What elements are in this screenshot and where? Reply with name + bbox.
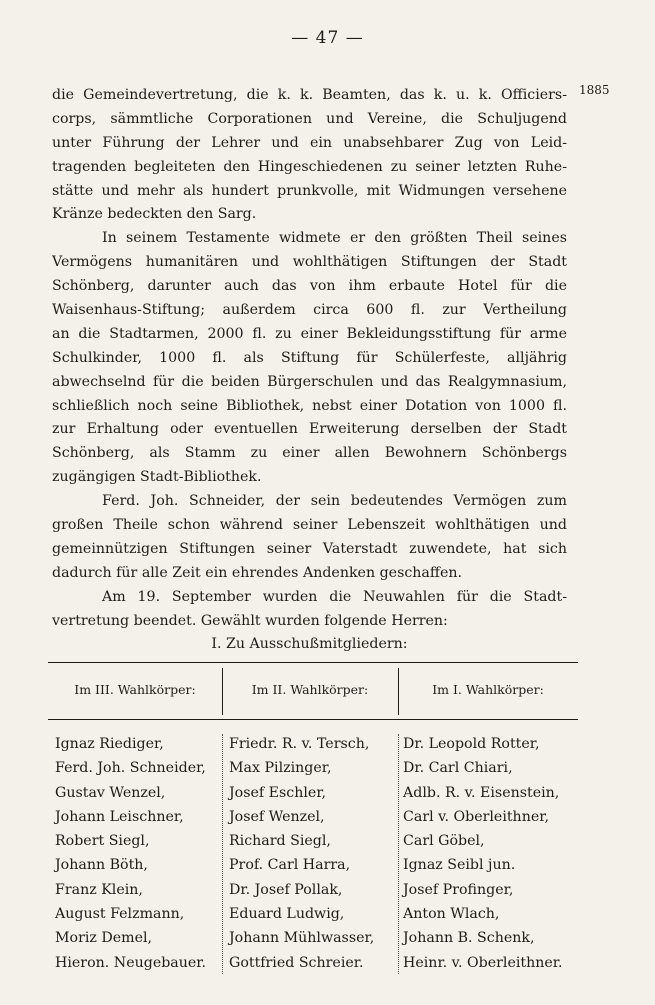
name-entry: Franz Klein,	[55, 881, 143, 898]
name-entry: Josef Wenzel,	[229, 808, 325, 825]
name-entry: Heinr. v. Oberleithner.	[403, 954, 563, 971]
table-top-rule	[48, 662, 578, 663]
name-entry: Adlb. R. v. Eisenstein,	[403, 784, 560, 801]
name-entry: Hieron. Neugebauer.	[55, 954, 207, 971]
text-line: vertretung beendet. Gewählt wurden folgende Herren:	[52, 612, 448, 629]
name-entry: Friedr. R. v. Tersch,	[229, 736, 370, 752]
text-line: Schulkinder, 1000 fl. als Stiftung für Schülerfeste, alljährig	[52, 349, 567, 366]
text-line: großen Theile schon während seiner Lebenszeit wohlthätigen und	[52, 517, 567, 534]
name-entry: Johann Leischner,	[55, 808, 184, 825]
text-line: Ferd. Joh. Schneider, der sein bedeutendes Vermögen zum	[102, 493, 567, 510]
year-marginal-note: 1885	[579, 83, 610, 97]
name-entry: Prof. Carl Harra,	[229, 857, 351, 874]
name-entry: Gustav Wenzel,	[55, 784, 166, 801]
text-line: Kränze bedeckten den Sarg.	[52, 206, 257, 223]
text-line: Schönberg, darunter auch das von ihm erbaute Hotel für die	[52, 278, 567, 295]
text-line: zugängigen Stadt-Bibliothek.	[52, 469, 262, 486]
name-entry: Josef Profinger,	[403, 881, 514, 898]
text-line: die Gemeindevertretung, die k. k. Beamten, das k. u. k. Officiers-	[52, 87, 567, 103]
name-column-second-body	[229, 732, 397, 975]
name-entry: Eduard Ludwig,	[229, 906, 345, 923]
column-separator	[222, 734, 223, 974]
text-line: abwechselnd für die beiden Bürgerschulen und das Realgymnasium,	[52, 373, 567, 390]
text-line: dadurch für alle Zeit ein ehrendes Andenken geschaffen.	[52, 564, 463, 581]
name-entry: Carl v. Oberleithner,	[403, 808, 549, 825]
name-entry: August Felzmann,	[55, 906, 185, 923]
page-number: — 47 —	[291, 28, 364, 48]
section-subheading: I. Zu Ausschußmitgliedern:	[211, 636, 408, 653]
text-line: Schönberg, als Stamm zu einer allen Bewohnern Schönbergs	[52, 445, 567, 462]
text-line: zur Erhaltung oder eventuellen Erweiterung derselben der Stadt	[52, 421, 567, 438]
text-line: Am 19. September wurden die Neuwahlen für die Stadt-	[102, 588, 567, 605]
text-line: gemeinnützigen Stiftungen seiner Vaterstadt zuwendete, hat sich	[52, 540, 567, 557]
name-entry: Gottfried Schreier.	[229, 954, 364, 971]
text-line: corps, sämmtliche Corporationen und Vereine, die Schuljugend	[52, 110, 567, 127]
name-entry: Richard Siegl,	[229, 833, 331, 850]
column-separator	[398, 734, 399, 974]
column-header-first-body: Im I. Wahlkörper:	[432, 682, 544, 697]
text-line: unter Führung der Lehrer und ein unabsehbarer Zug von Leid-	[52, 134, 567, 151]
name-entry: Johann B. Schenk,	[403, 930, 535, 947]
text-line: In seinem Testamente widmete er den größten Theil seines	[102, 230, 567, 247]
text-line: an die Stadtarmen, 2000 fl. zu einer Bekleidungsstiftung für arme	[52, 325, 567, 342]
table-header-rule	[48, 719, 578, 720]
name-entry: Anton Wlach,	[403, 906, 500, 923]
name-entry: Moriz Demel,	[55, 930, 153, 947]
name-column-first-body	[403, 732, 575, 975]
name-entry: Carl Göbel,	[403, 833, 485, 850]
name-entry: Robert Siegl,	[55, 833, 150, 850]
name-entry: Dr. Leopold Rotter,	[403, 736, 540, 752]
name-entry: Dr. Josef Pollak,	[229, 881, 343, 898]
name-entry: Ignaz Seibl jun.	[403, 857, 516, 874]
text-line: tragenden begleiteten den Hingeschiedenen zu seiner letzten Ruhe-	[52, 158, 567, 175]
text-line: stätte und mehr als hundert prunkvolle, mit Widmungen versehene	[52, 182, 567, 199]
text-line: Waisenhaus-Stiftung; außerdem circa 600 fl. zur Vertheilung	[52, 302, 567, 319]
name-entry: Josef Eschler,	[229, 784, 327, 801]
column-header-third-body: Im III. Wahlkörper:	[74, 682, 196, 697]
column-header-second-body: Im II. Wahlkörper:	[251, 682, 369, 697]
name-entry: Johann Mühlwasser,	[229, 930, 375, 947]
name-entry: Max Pilzinger,	[229, 760, 332, 777]
name-entry: Ignaz Riediger,	[55, 736, 164, 752]
name-entry: Dr. Carl Chiari,	[403, 760, 513, 777]
text-line: schließlich noch seine Bibliothek, nebst einer Dotation von 1000 fl.	[52, 397, 567, 414]
body-text	[52, 84, 567, 657]
text-line: Vermögens humanitären und wohlthätigen Stiftungen der Stadt	[52, 254, 567, 271]
name-entry: Ferd. Joh. Schneider,	[55, 760, 206, 777]
name-entry: Johann Böth,	[55, 857, 148, 874]
name-column-third-body	[55, 732, 221, 975]
